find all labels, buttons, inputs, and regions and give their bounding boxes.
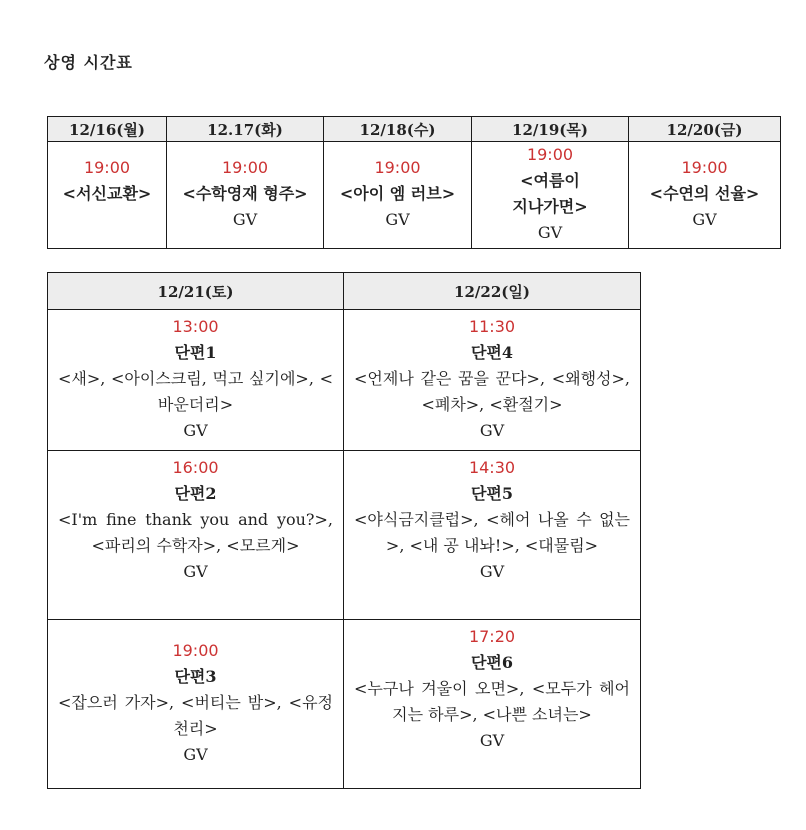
gv-label: GV — [692, 210, 717, 229]
film-title-line1: <여름이 — [520, 171, 580, 190]
gv-label: GV — [183, 562, 208, 581]
gv-label: GV — [183, 745, 208, 764]
day-header: 12/20(금) — [629, 117, 781, 142]
screening-cell — [324, 142, 472, 249]
screening-time: 17:20 — [468, 627, 516, 646]
program-films: <잡으러 가자>, <버티는 밤>, <유정천리> — [58, 693, 333, 738]
gv-label: GV — [183, 421, 208, 440]
film-title-line2: 지나가면> — [512, 197, 588, 216]
screening-time: 19:00 — [526, 145, 574, 164]
screening-time: 14:30 — [468, 458, 516, 477]
program-title: 단편3 — [174, 667, 217, 686]
program-title: 단편5 — [470, 484, 514, 503]
day-header: 12/22(일) — [344, 273, 641, 310]
program-title: 단편1 — [174, 343, 217, 362]
screening-time: 13:00 — [172, 317, 219, 336]
weekend-header-row — [48, 273, 641, 310]
weekend-screening-row — [48, 451, 641, 620]
gv-label: GV — [537, 223, 563, 242]
day-header: 12/21(토) — [48, 273, 344, 310]
weekday-schedule-table — [47, 116, 781, 249]
program-title: 단편2 — [174, 484, 217, 503]
film-title: <서신교환> — [62, 184, 152, 203]
weekend-screening-row — [48, 620, 641, 789]
weekend-screening-row — [48, 310, 641, 451]
gv-label: GV — [479, 421, 505, 440]
weekend-schedule-table — [47, 272, 641, 789]
day-header: 12.17(화) — [167, 117, 324, 142]
gv-label: GV — [479, 562, 505, 581]
film-title: <수연의 선율> — [649, 184, 760, 203]
screening-time: 19:00 — [681, 158, 728, 177]
day-header: 12/18(수) — [324, 117, 472, 142]
weekday-screening-row — [48, 142, 781, 249]
screening-time: 19:00 — [83, 158, 131, 177]
page-title: 상영 시간표 — [44, 53, 133, 72]
gv-label: GV — [232, 210, 258, 229]
film-title: <수학영재 형주> — [182, 184, 308, 203]
program-films: <누구나 겨울이 오면>, <모두가 헤어지는 하루>, <나쁜 소녀는> — [354, 679, 630, 724]
program-title: 단편6 — [470, 653, 514, 672]
program-cell — [48, 451, 344, 620]
program-cell — [344, 310, 641, 451]
screening-cell — [472, 142, 629, 249]
program-films: <야식금지클럽>, <헤어 나올 수 없는>, <내 공 내놔!>, <대물림> — [354, 510, 630, 555]
program-cell — [344, 451, 641, 620]
program-title: 단편4 — [470, 343, 514, 362]
film-title: <아이 엠 러브> — [339, 184, 456, 203]
screening-cell — [167, 142, 324, 249]
screening-time: 19:00 — [221, 158, 269, 177]
program-cell — [344, 620, 641, 789]
day-header: 12/19(목) — [472, 117, 629, 142]
program-films: <새>, <아이스크림, 먹고 싶기에>, <바운더리> — [58, 369, 333, 414]
screening-time: 11:30 — [468, 317, 516, 336]
program-cell — [48, 620, 344, 789]
screening-cell — [629, 142, 781, 249]
screening-time: 16:00 — [172, 458, 219, 477]
gv-label: GV — [479, 731, 505, 750]
screening-time: 19:00 — [172, 641, 219, 660]
program-films: <I'm fine thank you and you?>, <파리의 수학자>, <모르게> — [58, 510, 333, 555]
program-films: <언제나 같은 꿈을 꾼다>, <왜행성>, <폐차>, <환절기> — [354, 369, 630, 414]
day-header: 12/16(월) — [48, 117, 167, 142]
screening-time: 19:00 — [374, 158, 421, 177]
screening-cell — [48, 142, 167, 249]
gv-label: GV — [385, 210, 410, 229]
weekday-header-row — [48, 117, 781, 142]
program-cell — [48, 310, 344, 451]
